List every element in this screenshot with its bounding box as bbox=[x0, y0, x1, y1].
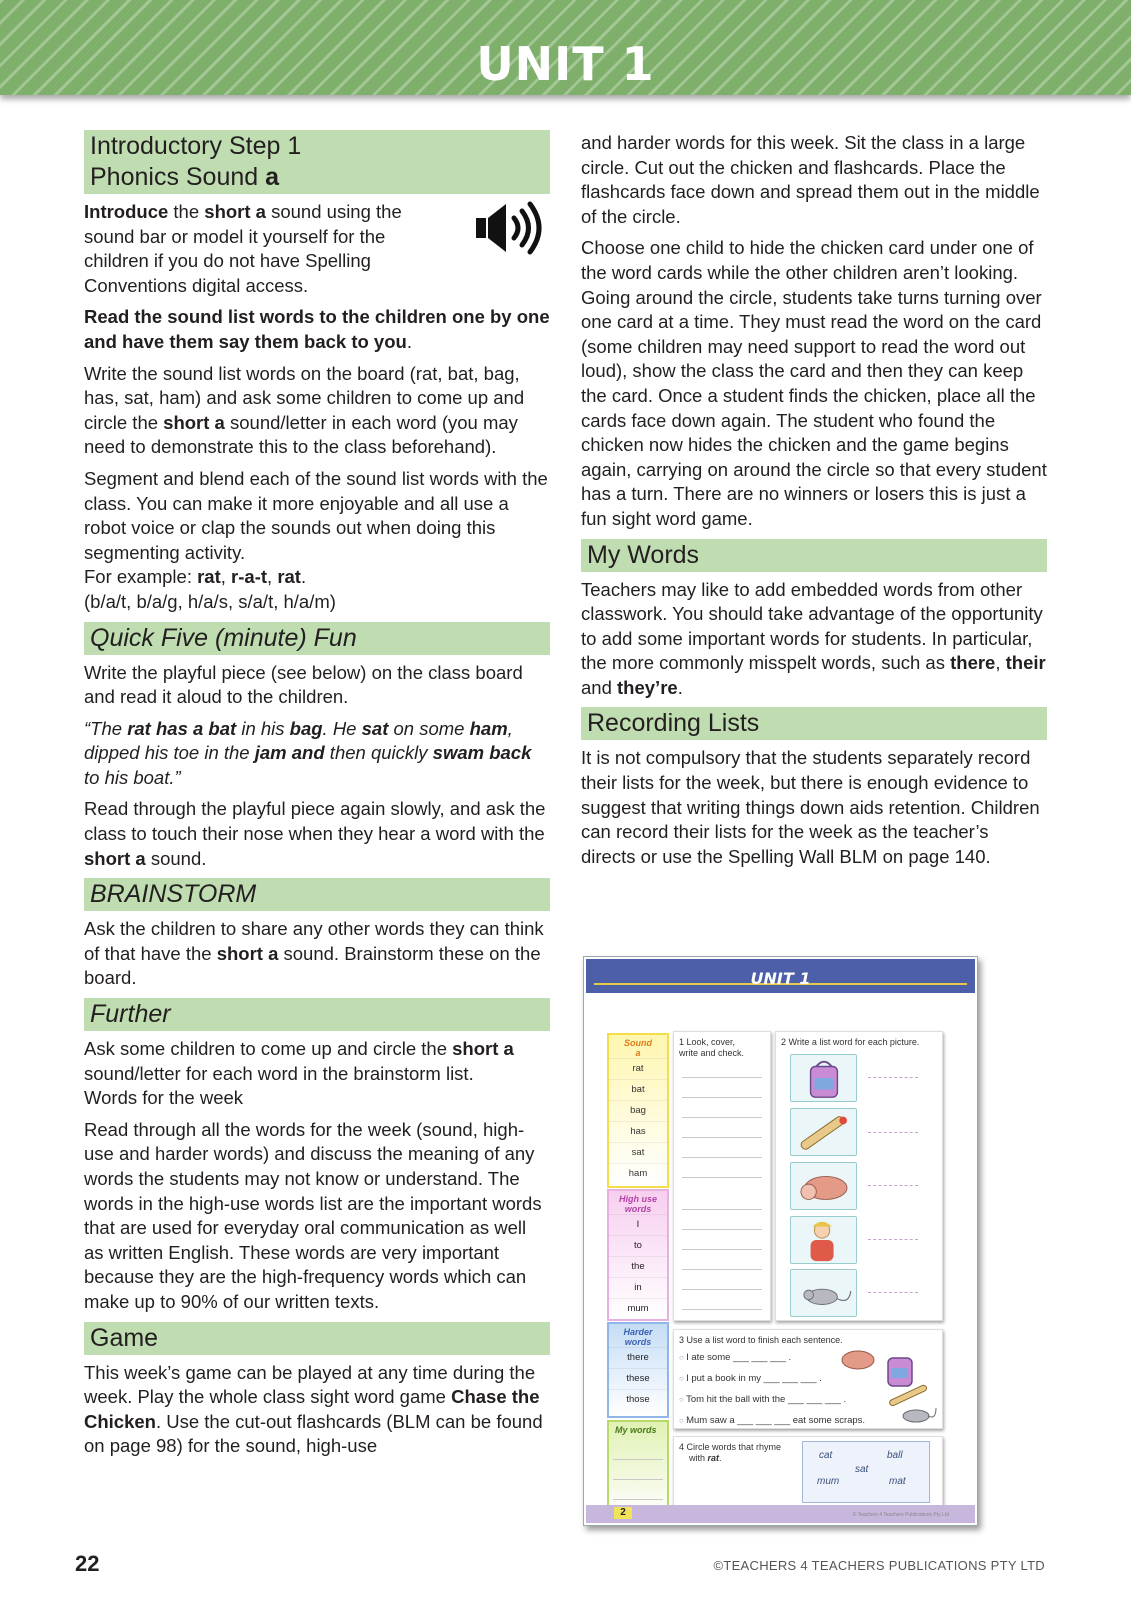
sound-word: ham bbox=[609, 1163, 667, 1184]
sound-word: sat bbox=[609, 1142, 667, 1163]
example-line bbox=[84, 565, 550, 590]
t: to his boat.” bbox=[84, 766, 181, 788]
worksheet-page-number: 2 bbox=[614, 1507, 632, 1519]
write-line bbox=[682, 1058, 762, 1078]
t: rat bbox=[277, 566, 301, 588]
mum-picture-icon bbox=[790, 1216, 857, 1264]
write-line bbox=[682, 1158, 762, 1178]
recording-lists-paragraph: It is not compulsory that the students separately record their lists for the week, but there is enough evidence to suggest that writing things down aids retention. Children can record their lists for the week as the teacher’s directs or use the Spelling Wall BLM on page 140. bbox=[581, 747, 1040, 867]
my-words-paragraph bbox=[581, 578, 1047, 701]
game-continued-paragraph: and harder words for this week. Sit the class in a large circle. Cut out the chicken and flashcards. Place the flashcards face down and spread them out in the middle of the circle. bbox=[581, 132, 1040, 227]
segment-paragraph: Segment and blend each of the sound list words with the class. You can make it more enjoyable and all use a robot voice or clap the sounds out when doing this segmenting activity. bbox=[84, 467, 548, 563]
high-use-word: mum bbox=[609, 1298, 667, 1319]
my-words-title: My words bbox=[615, 1425, 657, 1435]
intro-heading-letter: a bbox=[265, 163, 280, 191]
quick-five-heading: Quick Five (minute) Fun bbox=[84, 622, 550, 655]
write-line bbox=[682, 1270, 762, 1290]
t: there bbox=[950, 652, 996, 674]
sentence: ○ Tom hit the ball with the ___ ___ ___ . bbox=[679, 1394, 846, 1405]
write-line bbox=[682, 1118, 762, 1138]
t: . bbox=[406, 330, 412, 352]
sound-word: rat bbox=[609, 1058, 667, 1079]
unit-title: UNIT 1 bbox=[476, 37, 655, 91]
write-line bbox=[613, 1480, 663, 1500]
t: Teachers may like to add embedded words from other classwork. You should take advantage of the opportunity to add some important words for students. In particular, the more commonly misspelt words, such as bbox=[581, 578, 1043, 674]
answer-dashes bbox=[868, 1132, 918, 1133]
t: sound using the sound bar or model it yourself for the children if you do not have Spelling Conventions digital access. bbox=[84, 201, 402, 296]
speaker-icon bbox=[474, 200, 544, 256]
t: the bbox=[168, 201, 205, 222]
t: Write the sound list words on the board (rat, bat, bag, has, sat, ham) and ask some children to come up and circle the bbox=[84, 362, 525, 433]
right-column bbox=[581, 131, 1047, 876]
read-sound-list-paragraph bbox=[84, 305, 550, 354]
write-line bbox=[682, 1210, 762, 1230]
t: ham bbox=[469, 717, 508, 739]
harder-words-box bbox=[607, 1322, 669, 1418]
t: Read through the playful piece again slowly, and ask the class to touch their nose when they hear a word with the bbox=[84, 798, 546, 845]
t: . bbox=[300, 566, 307, 588]
picture-card bbox=[775, 1031, 943, 1321]
brainstorm-paragraph bbox=[84, 917, 550, 991]
bag-picture-icon bbox=[790, 1054, 857, 1102]
t: in his bbox=[236, 717, 290, 739]
worksheet-body bbox=[586, 993, 975, 1505]
high-use-word: to bbox=[609, 1235, 667, 1256]
intro-paragraph-wrap bbox=[84, 200, 550, 298]
ham-picture-icon bbox=[790, 1162, 857, 1210]
intro-heading-line2 bbox=[90, 162, 544, 193]
t: , bbox=[220, 566, 232, 588]
worksheet-header bbox=[586, 959, 975, 993]
high-use-word: I bbox=[609, 1214, 667, 1235]
t: short a bbox=[204, 201, 266, 222]
task4-label bbox=[679, 1442, 781, 1464]
ham-icon bbox=[834, 1344, 878, 1374]
intro-paragraph bbox=[84, 200, 420, 298]
t: , bbox=[995, 652, 1006, 674]
look-cover-lines bbox=[682, 1058, 762, 1310]
t: Ask the children to share any other words they can think of that have the bbox=[84, 918, 544, 964]
write-line bbox=[682, 1250, 762, 1270]
t: . bbox=[677, 676, 683, 698]
task2-label: 2 Write a list word for each picture. bbox=[781, 1037, 920, 1047]
worksheet-thumbnail bbox=[583, 956, 978, 1526]
write-line bbox=[682, 1138, 762, 1158]
harder-word: there bbox=[609, 1347, 667, 1368]
high-use-word: the bbox=[609, 1256, 667, 1277]
look-cover-card bbox=[673, 1031, 771, 1321]
high-use-title: High use words bbox=[618, 1194, 657, 1214]
t: sat bbox=[361, 717, 389, 739]
t: . He bbox=[322, 717, 362, 739]
answer-dashes bbox=[868, 1239, 918, 1240]
sentence: ○ Mum saw a ___ ___ ___ eat some scraps. bbox=[679, 1415, 865, 1426]
t: , bbox=[267, 566, 278, 588]
worksheet-copyright: © Teachers 4 Teachers Publications Pty Ltd bbox=[852, 1512, 949, 1518]
t: short a bbox=[452, 1038, 514, 1060]
brainstorm-heading: BRAINSTORM bbox=[84, 878, 550, 911]
rhyme-word: mum bbox=[817, 1476, 840, 1487]
task4-line1: 4 Circle words that rhyme bbox=[679, 1442, 782, 1452]
t: sound/letter for each word in the brainstorm list. bbox=[84, 1062, 474, 1084]
t: sound/letter in each word (you may need to demonstrate this to the class beforehand). bbox=[84, 411, 518, 458]
sound-word: has bbox=[609, 1121, 667, 1142]
worksheet-footer bbox=[586, 1505, 975, 1523]
rhyme-word: mat bbox=[889, 1476, 906, 1487]
rhyme-word: ball bbox=[887, 1450, 903, 1461]
t: bag bbox=[289, 717, 323, 739]
further-heading: Further bbox=[84, 998, 550, 1031]
t: sound. bbox=[145, 847, 207, 869]
page-number: 22 bbox=[75, 1551, 100, 1576]
t: rat bbox=[707, 1453, 720, 1463]
rhyme-word: cat bbox=[819, 1450, 833, 1461]
write-line bbox=[682, 1178, 762, 1210]
sentence: ○ I put a book in my ___ ___ ___ . bbox=[679, 1373, 822, 1384]
task1-label: 1 Look, cover, write and check. bbox=[679, 1037, 745, 1058]
bat-picture-icon bbox=[790, 1108, 857, 1156]
sentence: ○ I ate some ___ ___ ___ . bbox=[679, 1352, 791, 1363]
write-line bbox=[613, 1440, 663, 1460]
write-line bbox=[682, 1098, 762, 1118]
my-words-heading: My Words bbox=[581, 539, 1047, 572]
t: , dipped his toe in the bbox=[84, 717, 513, 764]
answer-dashes bbox=[868, 1185, 918, 1186]
harder-word: those bbox=[609, 1389, 667, 1410]
high-use-words-box bbox=[607, 1189, 669, 1321]
game-paragraph bbox=[84, 1361, 550, 1459]
t: Chase the Chicken bbox=[84, 1386, 540, 1432]
answer-dashes bbox=[868, 1292, 918, 1293]
playful-piece bbox=[84, 717, 550, 791]
t: . bbox=[719, 1453, 722, 1463]
t: they’re bbox=[617, 676, 678, 698]
t: Introduce bbox=[84, 201, 169, 222]
my-words-lines bbox=[613, 1440, 663, 1500]
quick-five-paragraph: Write the playful piece (see below) on the class board and read it aloud to the children. bbox=[84, 661, 523, 708]
t: “The bbox=[84, 717, 128, 739]
t: r-a-t bbox=[231, 566, 268, 588]
t: Ask some children to come up and circle the bbox=[84, 1038, 453, 1060]
sound-words-box bbox=[607, 1033, 669, 1188]
intro-heading bbox=[84, 130, 550, 194]
write-line bbox=[682, 1230, 762, 1250]
t: rat has a bat bbox=[127, 717, 237, 739]
segment-list: (b/a/t, b/a/g, h/a/s, s/a/t, h/a/m) bbox=[84, 590, 336, 612]
answer-dashes bbox=[868, 1077, 918, 1078]
words-discussion-paragraph: Read through all the words for the week (sound, high-use and harder words) and discuss the meaning of any words the students may not know or understand. The words in the high-use words list are the important words that are used for everyday oral communication as well as written English. These words are very important because they are the high-frequency words which can make up to 90% of our written texts. bbox=[84, 1118, 542, 1312]
t: swam back bbox=[432, 742, 532, 764]
sound-title: Sound a bbox=[624, 1038, 652, 1058]
intro-heading-prefix: Phonics Sound bbox=[90, 163, 266, 191]
rhyme-word: sat bbox=[855, 1464, 869, 1475]
rhyme-card bbox=[673, 1436, 943, 1508]
harder-word: these bbox=[609, 1368, 667, 1389]
game-rules-paragraph: Choose one child to hide the chicken card under one of the word cards while the other children aren’t looking. Going around the circle, students take turns turning over one card at a time. They must read the word on the card (some children may need support to read the word out loud), show the class the card and then they can keep the card. Once a student finds the chicken, place all the cards face down again. The student who found the chicken now hides the chicken and the game begins again, carrying on around the circle so that every student has a turn. There are no winners or losers this is just a fun sight word game. bbox=[581, 237, 1047, 529]
words-for-week-label: Words for the week bbox=[84, 1087, 244, 1109]
write-line bbox=[613, 1460, 663, 1480]
t: short a bbox=[216, 942, 279, 964]
sound-word: bag bbox=[609, 1100, 667, 1121]
t: . Use the cut-out flashcards (BLM can be found on page 98) for the sound, high-use bbox=[84, 1410, 543, 1457]
touch-nose-paragraph bbox=[84, 797, 550, 871]
t: For example: bbox=[84, 566, 198, 588]
t: jam and bbox=[254, 742, 325, 764]
worksheet-title: UNIT 1 bbox=[750, 969, 811, 988]
high-use-word: in bbox=[609, 1277, 667, 1298]
write-line bbox=[682, 1078, 762, 1098]
rat-picture-icon bbox=[790, 1269, 857, 1317]
write-sound-list-paragraph bbox=[84, 362, 550, 460]
t: then quickly bbox=[324, 742, 433, 764]
t: rat bbox=[197, 566, 221, 588]
harder-title: Harder words bbox=[623, 1327, 653, 1347]
game-heading: Game bbox=[84, 1322, 550, 1355]
header-banner bbox=[0, 0, 1131, 95]
sound-word: bat bbox=[609, 1079, 667, 1100]
further-paragraph bbox=[84, 1037, 550, 1086]
t: sound. Brainstorm these on the board. bbox=[84, 942, 541, 989]
write-line bbox=[682, 1290, 762, 1310]
sentences-card bbox=[673, 1329, 943, 1429]
t: This week’s game can be played at any time during the week. Play the whole class sight word game bbox=[84, 1361, 536, 1408]
rhyme-words-box bbox=[802, 1441, 930, 1503]
t: short a bbox=[84, 847, 146, 869]
task4-line2 bbox=[679, 1453, 722, 1463]
t: with bbox=[689, 1453, 708, 1463]
t: short a bbox=[163, 411, 225, 433]
footer-copyright: ©TEACHERS 4 TEACHERS PUBLICATIONS PTY LTD bbox=[713, 1558, 1045, 1573]
task3-label: 3 Use a list word to finish each sentence. bbox=[679, 1335, 843, 1345]
t: and bbox=[581, 676, 618, 698]
t: on some bbox=[388, 717, 470, 739]
left-column bbox=[84, 130, 550, 1466]
rat-icon bbox=[894, 1402, 938, 1426]
t: Read the sound list words to the children one by one and have them say them back to you bbox=[84, 306, 550, 352]
t: their bbox=[1005, 652, 1046, 674]
recording-lists-heading: Recording Lists bbox=[581, 707, 1047, 740]
intro-heading-line1: Introductory Step 1 bbox=[90, 132, 302, 160]
